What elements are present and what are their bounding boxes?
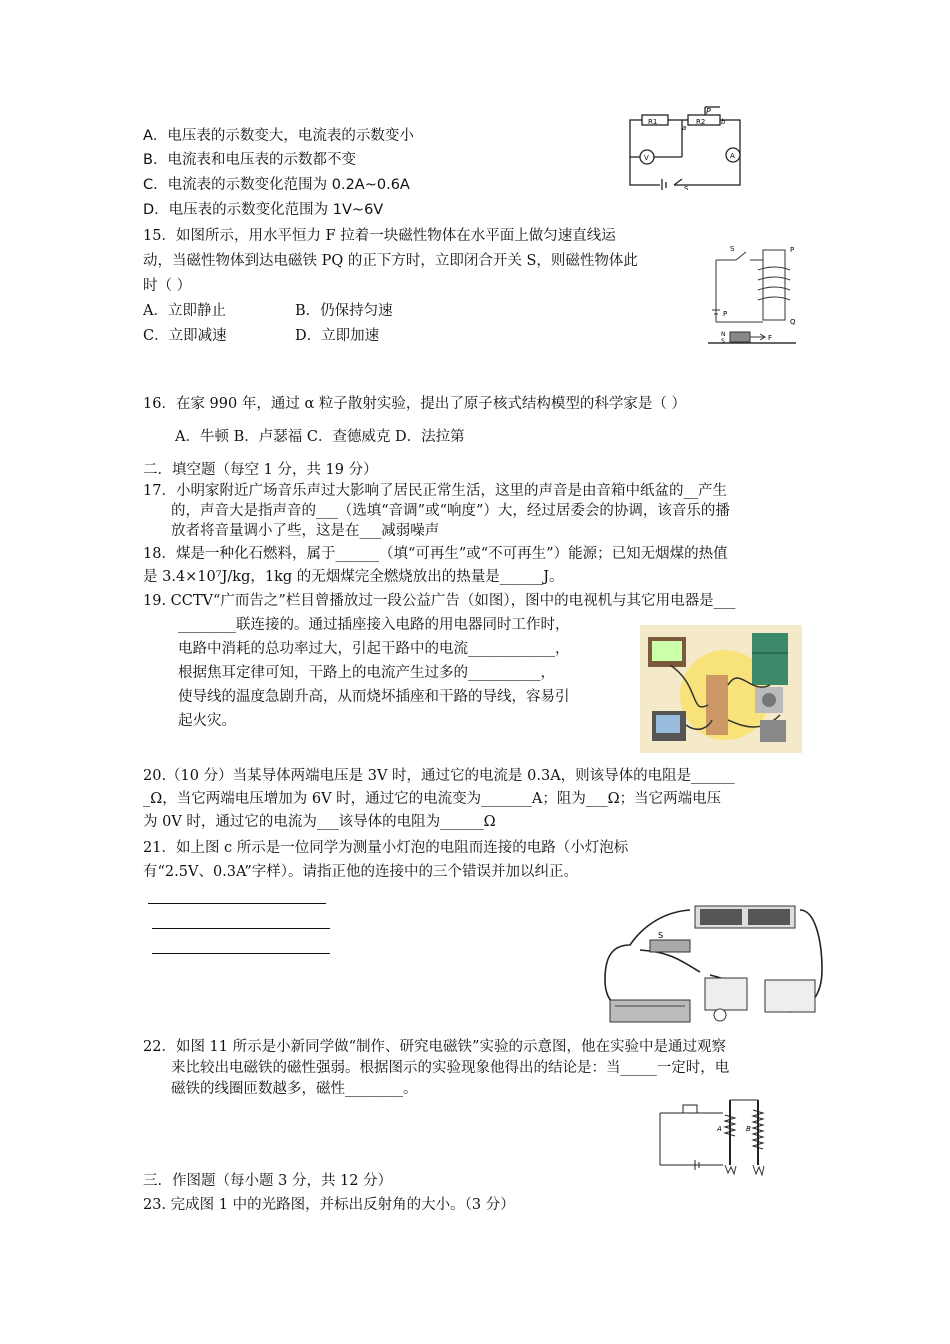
q19-line-2: ________联连接的。通过插座接入电路的用电器同时工作时， [178,617,570,633]
q22-electromagnet-figure [655,1095,775,1179]
q18-line-1: 18．煤是一种化石燃料，属于______（填“可再生”或“不可再生”）能源；已知无烟煤的热值 [143,546,728,562]
q22-line-3: 磁铁的线圈匝数越多，磁性________。 [171,1081,418,1097]
q18-line-2: 是 3.4×10⁷J/kg，1kg 的无烟煤完全燃烧放出的热量是______J。 [143,569,564,585]
q15-option-a: A．立即静止 [143,303,226,319]
q20-line-2: _Ω，当它两端电压增加为 6V 时，通过它的电流变为_______A；阻为___Ω；当它两端电压 [143,791,722,807]
q21-circuit-figure [600,900,828,1028]
switch-label: S [684,185,689,190]
q14-option-d: D．电压表的示数变化范围为 1V~6V [143,202,384,218]
p-label: P [706,107,711,116]
q17-line-1: 17．小明家附近广场音乐声过大影响了居民正常生活，这里的声音是由音箱中纸盆的__产生 [143,483,727,499]
q15-option-c: C．立即减速 [143,328,227,344]
q19-overload-illustration [640,625,802,753]
q16-stem: 16．在家 990 年，通过 α 粒子散射实验，提出了原子核式结构模型的科学家是（ ） [143,396,686,412]
south-label: S [721,338,725,345]
a-label: a [682,124,687,132]
q20-line-1: 20.（10 分）当某导体两端电压是 3V 时，通过它的电流是 0.3A，则该导体的电阻是______ [143,768,735,784]
q14-option-c: C．电流表的示数变化范围为 0.2A~0.6A [143,177,410,193]
q17-line-3: 放者将音量调小了些，这是在___减弱噪声 [171,523,440,539]
section-3-heading: 三．作图题（每小题 3 分，共 12 分） [143,1173,393,1189]
switch-label: S [658,931,664,940]
q22-line-1: 22．如图 11 所示是小新同学做“制作、研究电磁铁”实验的示意图，他在实验中是通过观察 [143,1039,726,1055]
q19-line-3: 电路中消耗的总功率过大，引起干路中的电流____________， [178,641,570,657]
voltmeter-icon: V [644,154,649,162]
nail-b-label: B [746,1125,751,1133]
q15-stem-2: 动，当磁性物体到达电磁铁 PQ 的正下方时，立即闭合开关 S，则磁性物体此 [143,253,638,269]
answer-line-1 [148,903,326,904]
q14-option-a: A．电压表的示数变大，电流表的示数变小 [143,128,414,144]
q15-stem-1: 15．如图所示，用水平恒力 F 拉着一块磁性物体在水平面上做匀速直线运 [143,228,616,244]
nail-a-label: A [717,1125,722,1133]
q-label: Q [790,318,796,326]
q14-circuit-figure [620,105,750,190]
q14-option-b: B．电流表和电压表的示数都不变 [143,152,356,168]
force-label: F [768,334,773,342]
q15-electromagnet-figure [708,240,798,350]
section-2-heading: 二．填空题（每空 1 分，共 19 分） [143,462,378,478]
ammeter-icon: A [730,152,735,160]
q19-line-5: 使导线的温度急剧升高，从而烧坏插座和干路的导线，容易引 [178,689,570,705]
q21-line-2: 有“2.5V、0.3A”字样）。请指正他的连接中的三个错误并加以纠正。 [143,864,579,880]
b-label: b [721,118,726,126]
q19-line-1: 19. CCTV“广而告之”栏目曾播放过一段公益广告（如图），图中的电视机与其它用电器是___ [143,593,736,609]
q22-line-2: 来比较出电磁铁的磁性强弱。根据图示的实验现象他得出的结论是：当_____一定时，电 [171,1060,730,1076]
q19-line-4: 根据焦耳定律可知，干路上的电流产生过多的__________， [178,665,555,681]
p-label: P [790,246,795,254]
r2-label: R2 [696,118,706,126]
q15-option-b: B．仍保持匀速 [295,303,393,319]
north-label: N [721,331,726,338]
q20-line-3: 为 0V 时，通过它的电流为___该导体的电阻为______Ω [143,814,496,830]
r1-label: R1 [648,118,658,126]
q19-line-6: 起火灾。 [178,713,236,729]
answer-line-3 [152,953,330,954]
q23-stem: 23. 完成图 1 中的光路图，并标出反射角的大小。（3 分） [143,1197,515,1213]
q21-line-1: 21．如上图 c 所示是一位同学为测量小灯泡的电阻而连接的电路（小灯泡标 [143,840,629,856]
switch-label: S [730,245,735,253]
q15-stem-3: 时（ ） [143,278,192,294]
p2-label: P [723,310,728,318]
q15-option-d: D．立即加速 [295,328,380,344]
q17-line-2: 的，声音大是指声音的___（选填“音调”或“响度”）大，经过居委会的协调，该音乐的播 [171,503,730,519]
answer-line-2 [152,928,330,929]
q16-options: A．牛顿 B．卢瑟福 C．查德威克 D．法拉第 [175,429,465,445]
